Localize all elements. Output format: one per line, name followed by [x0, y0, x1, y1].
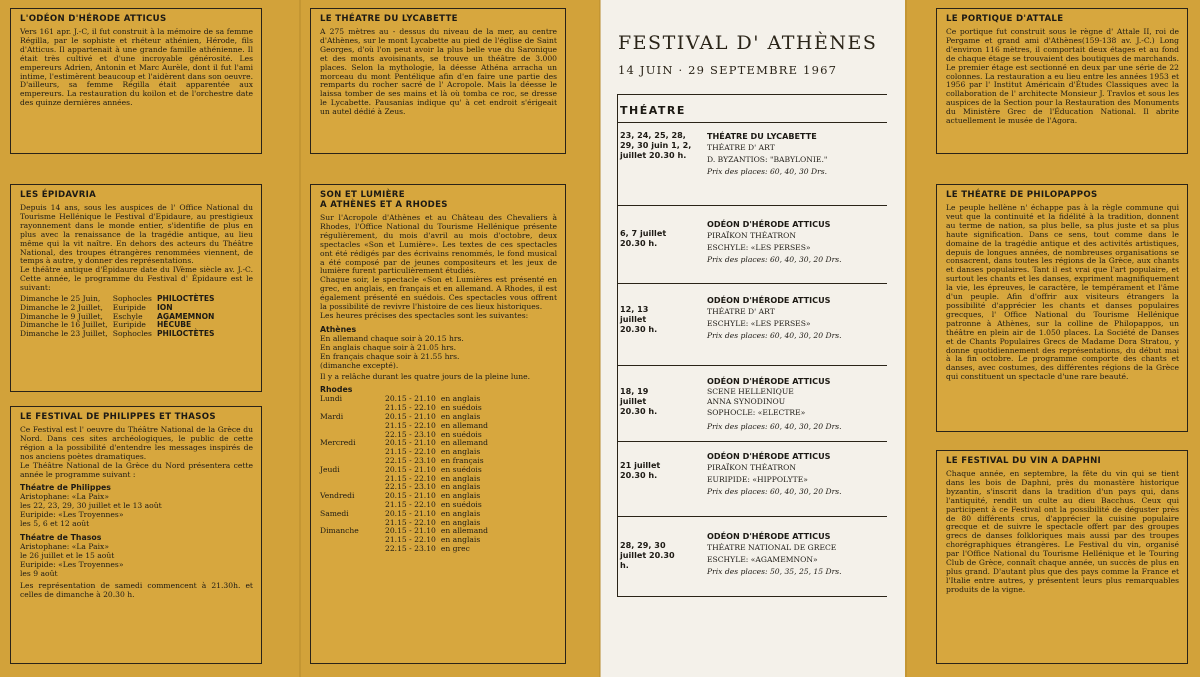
- event-details: [707, 218, 887, 266]
- event-company: THÉATRE D' ART: [707, 307, 775, 316]
- event-venue: ODÉON D'HÉRODE ATTICUS: [707, 219, 831, 229]
- daphni-text: Chaque année, en septembre, la fête du vin qui se tient dans les bois de Daphni, près du monastère historique byzantin, s'inscrit dans la tradition d'un pays qui, dans l'antiquité, rendit un culte au dieu Bacchus. Ceux qui participent à ce Festival ont la possibilité de déguster près de 80 différents crus, d'apprécier la cuisine populaire grecque et de suivre le spectacle offert par des groupes grecs de danses folkloriques mais aussi par des troupes chorégraphiques étrangères. Le Festival du vin, organisé par l'Office National du Tourisme Hellénique et le Touring Club de Grèce, connaît chaque année, un succès de plus en plus grand. D'autant plus que des pays comme la France et l'Italie entre autres, y présentent leurs plus remarquables produits de la vigne.: [946, 469, 1179, 594]
- athenes-line: En allemand chaque soir à 20.15 hrs.: [320, 333, 464, 343]
- event-price: Prix des places: 50, 35, 25, 15 Drs.: [707, 567, 842, 576]
- festival-dates: 14 JUIN · 29 SEPTEMBRE 1967: [618, 63, 838, 77]
- event-venue: ODÉON D'HÉRODE ATTICUS: [707, 531, 831, 541]
- divider: [617, 205, 887, 206]
- event-details: [707, 530, 887, 578]
- attale-box: [936, 8, 1188, 154]
- herode-box: [10, 8, 262, 154]
- philippes-text: Ce Festival est l' oeuvre du Théâtre National de la Grèce du Nord. Dans ces sites archéologiques, le public de cette région a la possibilité d'entendre les messages inspirés de nos anciens poètes dramatiques.: [20, 425, 253, 461]
- athenes-heading: Athènes: [320, 324, 357, 334]
- section-heading: THÉATRE: [620, 104, 686, 117]
- rhodes-lang: en suédois: [440, 429, 482, 439]
- rhodes-day: Dimanche: [320, 526, 359, 536]
- event-dates: 18, 19 juillet 20.30 h.: [620, 386, 658, 416]
- lycabette-box: [310, 8, 566, 154]
- philippes-text2: Le Théâtre National de la Grèce du Nord présentera cette année le programme suivant :: [20, 460, 253, 479]
- rhodes-lang: en allemand: [440, 438, 489, 448]
- rhodes-lang: en anglais: [440, 394, 481, 404]
- program-author: Euripide: [112, 320, 146, 330]
- fold-line: [599, 0, 601, 677]
- rhodes-row: [320, 545, 493, 554]
- program-date: Dimanche le 2 Juillet,: [20, 302, 103, 312]
- athenes-line: Il y a relâche durant les quatre jours de la pleine lune.: [320, 371, 531, 381]
- rhodes-day: [320, 422, 385, 431]
- rhodes-day: [320, 448, 385, 457]
- rhodes-lang: en suédois: [440, 403, 482, 413]
- event-venue: ODÉON D'HÉRODE ATTICUS: [707, 451, 831, 461]
- herode-title: L'ODÉON D'HÉRODE ATTICUS: [20, 14, 167, 24]
- rhodes-time: 20.15 - 21.10: [385, 508, 436, 518]
- philippes-box: [10, 406, 262, 664]
- daphni-title: LE FESTIVAL DU VIN A DAPHNI: [946, 456, 1102, 466]
- sonlumiere-text2: Chaque soir, le spectacle «Son et Lumières est présenté en grec, en anglais, en français et en allemand. A Rhodes, il est également présenté en suédois. Ces spectacles vous offrent la possibilité de revivre l'histoire de ces lieux historiques.: [320, 275, 557, 312]
- philippes-note: Les représentation de samedi commencent à 21.30h. et celles de dimanche à 20.30 h.: [20, 580, 253, 599]
- rhodes-time: 22.15 - 23.10: [385, 429, 436, 439]
- epidavria-text2: Le théâtre antique d'Épidaure date du IVème siècle av. J.-C. Cette année, le programme du Festival d' Épidaure est le suivant:: [20, 265, 253, 293]
- event-price: Prix des places: 60, 40, 30, 20 Drs.: [707, 422, 842, 431]
- rhodes-time: 20.15 - 21.10: [385, 464, 436, 474]
- program-author: Sophocles: [112, 329, 152, 339]
- program-row: [20, 330, 220, 339]
- rhodes-day: Lundi: [320, 394, 343, 404]
- athenes-line: En anglais chaque soir à 21.05 hrs.: [320, 342, 457, 352]
- philippes-line: les 22, 23, 29, 30 juillet et le 13 août: [20, 501, 162, 511]
- event-company: PIRAÏKON THÉATRON: [707, 463, 797, 472]
- sonlumiere-text3: Les heures précises des spectacles sont les suivantes:: [320, 310, 529, 320]
- event-price: Prix des places: 60, 40, 30 Drs.: [707, 167, 828, 176]
- rhodes-day: [320, 475, 385, 484]
- epidavria-box: [10, 184, 262, 392]
- event-price: Prix des places: 60, 40, 30, 20 Drs.: [707, 331, 842, 340]
- event-dates: 28, 29, 30 juillet 20.30 h.: [620, 540, 675, 570]
- event-dates: 6, 7 juillet 20.30 h.: [620, 228, 667, 248]
- rhodes-time: 21.15 - 22.10: [385, 517, 436, 527]
- rhodes-time: 21.15 - 22.10: [385, 420, 436, 430]
- thasos-subheading: Théatre de Thasos: [20, 533, 102, 543]
- festival-title: FESTIVAL D' ATHÈNES: [618, 32, 878, 54]
- sonlumiere-box: [310, 184, 566, 664]
- athenes-line: (dimanche excepté).: [320, 360, 399, 370]
- event-company: PIRAÏKON THÉATRON: [707, 231, 797, 240]
- rhodes-time: 20.15 - 21.10: [385, 438, 436, 448]
- rhodes-day: Mercredi: [320, 438, 356, 448]
- event-item: [620, 376, 890, 444]
- rhodes-lang: en allemand: [440, 526, 489, 536]
- rhodes-lang: en anglais: [440, 412, 481, 421]
- divider: [617, 516, 887, 517]
- event-play: D. BYZANTIOS: "BABYLONIE.": [707, 155, 828, 164]
- program-date: Dimanche le 23 Juillet,: [20, 329, 108, 339]
- attale-text: Ce portique fut construit sous le règne d' Attale II, roi de Pergame et grand ami d'Athènes(159-138 av. J.-C.) Long d'environ 116 mètres, il comportait deux étages et au fond de chaque étage se trouvaient des boutiques de marchands. Le premier étage est sectionné en deux par une série de 22 colonnes. La restauration a eu lieu entre les années 1953 et 1956 par l' Institut Américain d'Études Classiques avec la collaboration de l' architecte Monsieur J. Travlos et sous les auspices de la Section pour la Restauration des Monuments du Ministère Grec de l'Éducation National. Il abrite actuellement le musée de l'Agora.: [946, 27, 1179, 126]
- rhodes-time: 20.15 - 21.10: [385, 491, 436, 501]
- program-author: Eschyle: [112, 311, 143, 321]
- program-play: PHILOCTÈTES: [156, 329, 215, 339]
- thasos-line: Euripide: «Les Troyennes»: [20, 559, 124, 569]
- lycabette-title: LE THÉATRE DU LYCABETTE: [320, 14, 458, 24]
- philopappos-text: Le peuple hellène n' échappe pas à la règle commune qui veut que la continuité et la fidélité à la tradition, donnent au terme de nation, sa plus belle, sa plus juste et sa plus haute signification. Dans ce sens, tout comme dans le domaine de la tragédie antique et des activités artistiques, depuis de longues années, de nombreuses organisations se consacrent, dans toutes les régions de la Grèce, aux chants et danses populaires. Tant il est vrai que l'art populaire, et surtout les chants et les danses, expriment magnifiquement la vie, les épreuves, le caractère, le tempérament et l'âme d'un peuple. Afin d'offrir aux visiteurs étrangers la possibilité d'apprécier les chants et danses populaires grecques, l' Office National du Tourisme Hellénique patronne à Athènes, sur la colline de Philopappos, un théâtre en plein air de 1.050 places. La Société de Danses et de Chants Populaires Grecs de Madame Dora Stratou, y donne quotidiennement des représentations, du début mai à la fin octobre. Le programme comporte des chants et danses, avec costumes, des différentes régions de la Grèce qui constituent un spectacle d'une rare beauté.: [946, 203, 1179, 382]
- philopappos-box: [936, 184, 1188, 432]
- event-venue: ODÉON D'HÉRODE ATTICUS: [707, 295, 831, 305]
- lycabette-text: A 275 mètres au - dessus du niveau de la mer, au centre d'Athènes, sur le mont Lycabette au pied de l'église de Saint Georges, d'où l'on peut avoir la plus belle vue du Saronique et des monts avoisinants, se trouve un théâtre de 3.000 places. Selon la mythologie, la déesse Athéna arracha un morceau du mont Pentélique afin d'en faire une partie des remparts du rocher sacré de l' Acropole. Mais la déesse le laissa tomber de ses mains et là où tomba ce roc, se dresse le Lycabette. Pausanias indique qu' à cet endroit s'érigeait un autel dédié à Zeus.: [320, 27, 557, 117]
- rhodes-day: Vendredi: [320, 491, 355, 501]
- philippes-line: les 5, 6 et 12 août: [20, 519, 90, 529]
- rhodes-day: [320, 545, 385, 554]
- rhodes-lang: en anglais: [440, 447, 481, 457]
- rhodes-time: 22.15 - 23.10: [385, 482, 436, 492]
- event-company: THÉATRE NATIONAL DE GRECE: [707, 543, 837, 552]
- event-item: [620, 218, 890, 286]
- rhodes-lang: en anglais: [440, 473, 481, 483]
- event-company: THÉATRE D' ART: [707, 143, 775, 152]
- rhodes-lang: en suédois: [440, 464, 482, 474]
- event-play: ESCHYLE: «LES PERSES»: [707, 319, 811, 328]
- attale-title: LE PORTIQUE D'ATTALE: [946, 14, 1064, 24]
- philippes-line: Aristophane: «La Paix»: [20, 492, 109, 502]
- sonlumiere-title-line1: SON ET LUMIÈRE: [320, 190, 405, 200]
- epidavria-text: Depuis 14 ans, sous les auspices de l' Office National du Tourisme Hellénique le Festival d'Epidaure, au prestigieux rayonnement dans le monde entier, s'identifie de plus en plus avec la renaissance de la tragédie antique, au lieu même qui la vit naître. En dehors des acteurs du Théâtre National, des troupes étrangères renommées viennent, de temps à autre, y donner des représentations.: [20, 203, 253, 266]
- sonlumiere-title-line2: A ATHÈNES ET A RHODES: [320, 200, 448, 210]
- rhodes-lang: en allemand: [440, 420, 489, 430]
- rhodes-lang: en anglais: [440, 535, 481, 545]
- program-author: Euripide: [112, 302, 146, 312]
- rhodes-time: 22.15 - 23.10: [385, 455, 436, 465]
- program-date: Dimanche le 9 Juillet,: [20, 311, 103, 321]
- program-play: HÉCUBE: [156, 320, 192, 330]
- program-author: Sophocles: [112, 294, 152, 304]
- rhodes-lang: en anglais: [440, 508, 481, 518]
- sonlumiere-title: [320, 190, 557, 210]
- program-play: ION: [156, 302, 173, 312]
- event-play: SOPHOCLE: «ELECTRE»: [707, 408, 806, 417]
- rhodes-time: 21.15 - 22.10: [385, 535, 436, 545]
- event-company: SCENE HELLENIQUE ANNA SYNODINOU: [707, 387, 794, 406]
- rhodes-lang: en anglais: [440, 482, 481, 492]
- epidavria-program: [20, 295, 220, 339]
- event-venue: ODÉON D'HÉRODE ATTICUS: [707, 376, 831, 386]
- event-dates: 21 juillet 20.30 h.: [620, 460, 661, 480]
- daphni-box: [936, 450, 1188, 664]
- event-play: ESCHYLE: «LES PERSES»: [707, 243, 811, 252]
- rhodes-day: Samedi: [320, 508, 349, 518]
- rhodes-day: Jeudi: [320, 464, 340, 474]
- fold-line: [299, 0, 301, 677]
- event-details: [707, 450, 887, 498]
- sonlumiere-text: Sur l'Acropole d'Athènes et au Château des Chevaliers à Rhodes, l'Office National du Tourisme Hellénique présente régulièrement, du mois d'avril au mois d'octobre, deux spectacles «Son et Lumière». Les textes de ces spectacles ont été rédigés par des écrivains renommés, le fond musical a été composé par de jeunes compositeurs et les jeux de lumière furent particulièrement étudiés.: [320, 213, 557, 276]
- rhodes-lang: en anglais: [440, 491, 481, 501]
- athenes-line: En français chaque soir à 21.55 hrs.: [320, 351, 460, 361]
- event-details: [707, 130, 887, 178]
- event-play: EURIPIDE: «HIPPOLYTE»: [707, 475, 808, 484]
- rhodes-day: Mardi: [320, 412, 344, 421]
- rhodes-lang: en anglais: [440, 517, 481, 527]
- rhodes-time: 21.15 - 22.10: [385, 499, 436, 509]
- event-dates: 12, 13 juillet 20.30 h.: [620, 304, 658, 334]
- rhodes-time: 21.15 - 22.10: [385, 403, 436, 413]
- rhodes-heading: Rhodes: [320, 385, 353, 395]
- philopappos-title: LE THÉATRE DE PHILOPAPPOS: [946, 190, 1098, 200]
- philippes-line: Euripide: «Les Troyennes»: [20, 510, 124, 520]
- rhodes-time: 21.15 - 22.10: [385, 447, 436, 457]
- rhodes-lang: en grec: [440, 543, 470, 553]
- philippes-subheading: Théatre de Philippes: [20, 483, 111, 493]
- divider: [617, 441, 887, 442]
- program-date: Dimanche le 25 Juin,: [20, 294, 101, 304]
- rhodes-schedule: [320, 395, 493, 553]
- event-details: [707, 294, 887, 342]
- event-details: [707, 376, 887, 432]
- divider: [617, 596, 887, 597]
- program-play: AGAMEMNON: [156, 311, 215, 321]
- philippes-title: LE FESTIVAL DE PHILIPPES ET THASOS: [20, 412, 216, 422]
- event-dates: 23, 24, 25, 28, 29, 30 juin 1, 2, juillet 20.30 h.: [620, 130, 692, 160]
- thasos-line: les 9 août: [20, 568, 58, 578]
- fold-line: [905, 0, 907, 677]
- event-play: ESCHYLE: «AGAMEMNON»: [707, 555, 818, 564]
- event-item: [620, 130, 890, 198]
- rhodes-time: 20.15 - 21.10: [385, 394, 436, 404]
- rhodes-time: 21.15 - 22.10: [385, 473, 436, 483]
- event-item: [620, 294, 890, 362]
- rhodes-time: 20.15 - 21.10: [385, 412, 436, 421]
- rhodes-time: 22.15 - 23.10: [385, 543, 436, 553]
- thasos-line: le 26 juillet et le 15 août: [20, 550, 115, 560]
- event-price: Prix des places: 60, 40, 30, 20 Drs.: [707, 255, 842, 264]
- rhodes-time: 20.15 - 21.10: [385, 526, 436, 536]
- divider: [617, 94, 887, 95]
- herode-text: Vers 161 apr. J.-C, il fut construit à la mémoire de sa femme Régilla, par le sophiste et rhéteur athénien, Hérode, fils d'Atticus. Il appartenait à une grande famille athénienne. Il était très cultivé et d'une incroyable générosité. Les empereurs Adrien, Antonin et Marc Aurèle, dont il fut l'ami intime, l'estimèrent beaucoup et l'aidèrent dans son oeuvre. D'ailleurs, sa femme Régilla était apparentée aux empereurs. La restauration du koilon et de l'orchestre date des quinze dernières années.: [20, 27, 253, 108]
- rhodes-day: [320, 536, 385, 545]
- program-play: PHILOCTÈTES: [156, 294, 215, 304]
- thasos-line: Aristophane: «La Paix»: [20, 542, 109, 552]
- divider: [617, 365, 887, 366]
- event-item: [620, 450, 890, 518]
- epidavria-title: LES ÉPIDAVRIA: [20, 190, 97, 200]
- program-date: Dimanche le 16 Juillet,: [20, 320, 108, 330]
- rhodes-lang: en suédois: [440, 499, 482, 509]
- event-item: [620, 530, 890, 598]
- event-price: Prix des places: 60, 40, 30, 20 Drs.: [707, 487, 842, 496]
- vertical-rule: [617, 94, 618, 597]
- divider: [617, 283, 887, 284]
- event-venue: THÉATRE DU LYCABETTE: [707, 131, 817, 141]
- rhodes-lang: en français: [440, 455, 484, 465]
- divider: [617, 122, 887, 123]
